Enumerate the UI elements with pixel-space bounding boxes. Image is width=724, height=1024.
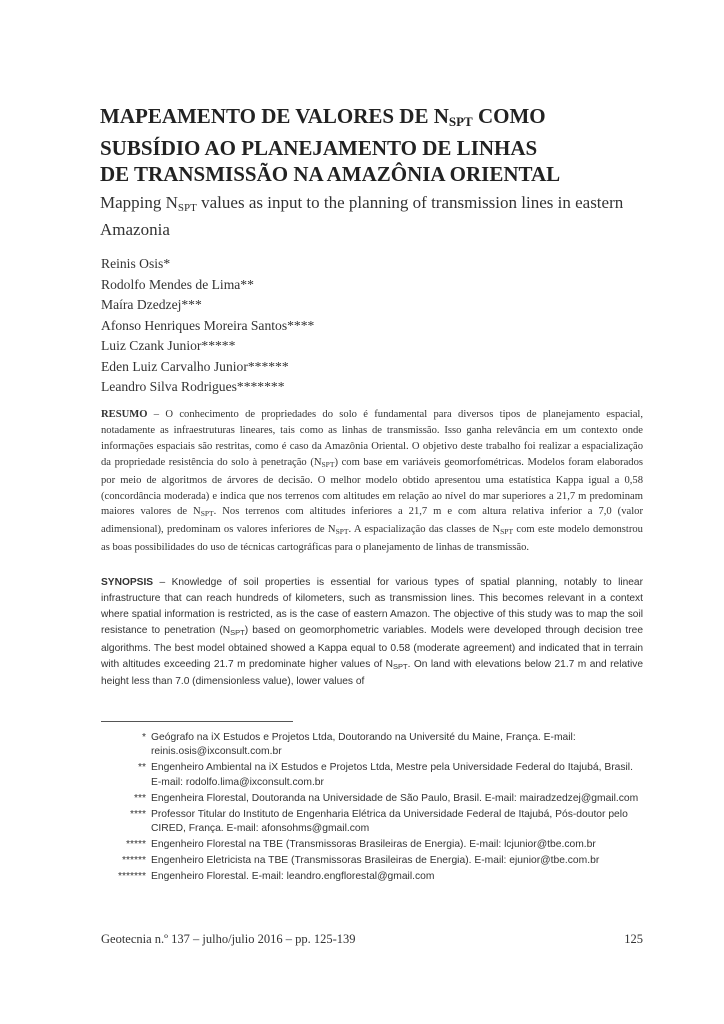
english-title: Mapping $N_{SPT}$ values as input to the planning of transmission lines in eastern Amazonia	[100, 193, 624, 239]
footnote: ***** Engenheiro Florestal na TBE (Transmissoras Brasileiras de Energia). E-mail: lcjunior@tbe.com.br	[125, 838, 596, 850]
title-line-1: MAPEAMENTO DE VALORES DE $N_{SPT}$ COMO	[100, 104, 546, 129]
title-line-2: SUBSÍDIO AO PLANEJAMENTO DE LINHAS	[100, 136, 538, 160]
footnote: ******* Engenheiro Florestal. E-mail: leandro.engflorestal@gmail.com	[117, 870, 435, 882]
footnote-list	[101, 731, 646, 886]
title-line-3: DE TRANSMISSÃO NA AMAZÔNIA ORIENTAL	[100, 162, 561, 186]
author-name: Maíra Dzedzej***	[101, 297, 202, 312]
footnote: ** Engenheiro Ambiental na iX Estudos e Projetos Ltda, Mestre pela Universidade Federal do Itajubá, Brasil. E-mail: rodolfo.lima@ixconsult.com.br	[137, 762, 633, 788]
footnote: *** Engenheira Florestal, Doutoranda na Universidade de São Paulo, Brasil. E-mail: mairadzedzej@gmail.com	[133, 792, 639, 804]
author-name: Afonso Henriques Moreira Santos****	[101, 317, 315, 333]
resumo-label: RESUMO	[101, 409, 148, 420]
page-number: 125	[624, 932, 643, 946]
footnote: ****** Engenheiro Eletricista na TBE (Transmissoras Brasileiras de Energia). E-mail: ejunior@tbe.com.br	[121, 854, 600, 866]
footnote: * Geógrafo na iX Estudos e Projetos Ltda, Doutorando na Université du Maine, França. E-mail: reinis.osis@ixconsult.com.br	[141, 732, 576, 758]
author-name: Reinis Osis*	[101, 256, 171, 271]
author-name: Leandro Silva Rodrigues*******	[101, 379, 285, 394]
footnote-divider	[101, 721, 293, 722]
author-list	[101, 254, 501, 398]
journal-citation: Geotecnia n.º 137 – julho/julio 2016 – pp. 125-139	[101, 932, 356, 946]
author-name: Luiz Czank Junior*****	[101, 338, 236, 353]
resumo-abstract: RESUMO – O conhecimento de propriedades do solo é fundamental para diversos tipos de planejamento espacial, notadamente as infraestruturas lineares, tais como as linhas de transmissão. Isso ganha relevância em um contexto onde informações espaciais são restritas, como é caso da Amazônia Oriental. O objetivo deste trabalho foi realizar a espacialização da propriedade resistência do solo à penetração $(N_{SPT})$ com base em variáveis geomorfométricas. Modelos foram elaborados por meio de algoritmos de árvores de decisão. O melhor modelo obtido apresentou uma estatística Kappa igual a 0,58 (concordância moderada) e indica que nos terrenos com altitudes em relação ao nível do mar superiores a 21,7 m predominam maiores valores de $N_{SPT}$. Nos terrenos com altitudes inferiores a 21,7 m e com altura relativa inferior a 7,0 (valor adimensional), predominam os valores inferiores de $N_{SPT}$. A espacialização das classes de $N_{SPT}$ com este modelo demonstrou as boas possibilidades do uso de técnicas cartográficas para o planejamento de linhas de transmissão.	[101, 409, 644, 554]
synopsis-label: SYNOPSIS	[101, 577, 154, 588]
paper-title	[100, 103, 640, 187]
synopsis-abstract: SYNOPSIS – Knowledge of soil properties is essential for various types of spatial planning, notably to linear infrastructure that can reach hundreds of kilometers, such as transmission lines. This becomes relevant in a context where spatial information is restricted, as is the case of eastern Amazon. The objective of this study was to map the soil resistance to penetration $(N_{SPT})$ based on geomorphometric variables. Models were developed through decision tree algorithms. The best model obtained showed a Kappa equal to 0.58 (moderate agreement) and indicated that in terrain with altitudes exceeding 21.7 m predominate higher values of $N_{SPT}$. On land with elevations below 21.7 m and relative height less than 7.0 (dimensionless value), lower values of	[101, 577, 643, 688]
author-name: Eden Luiz Carvalho Junior******	[101, 358, 289, 374]
footnote: **** Professor Titular do Instituto de Engenharia Elétrica da Universidade Federal de Itajubá, Pós-doutor pelo CIRED, França. E-mail: afonsohms@gmail.com	[129, 808, 628, 834]
author-name: Rodolfo Mendes de Lima**	[101, 276, 254, 292]
